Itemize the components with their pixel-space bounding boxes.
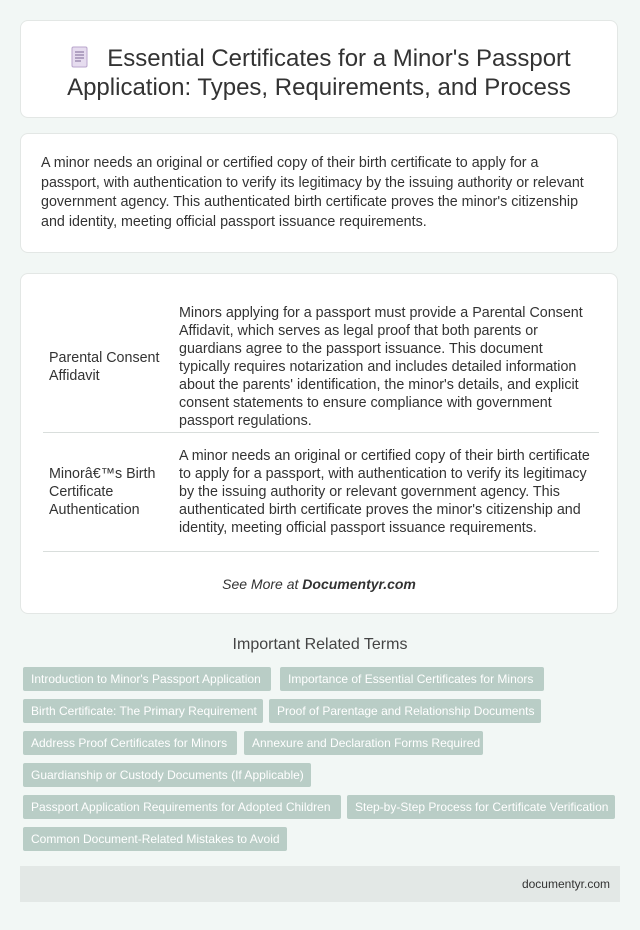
related-tag[interactable]: Proof of Parentage and Relationship Documents — [269, 699, 541, 723]
related-tag[interactable]: Guardianship or Custody Documents (If Applicable) — [23, 763, 311, 787]
term-cell: Parental Consent Affidavit — [43, 301, 172, 433]
related-tag[interactable]: Address Proof Certificates for Minors — [23, 731, 237, 755]
term-cell: Minorâ€™s Birth Certificate Authentication — [43, 433, 172, 552]
table-row — [43, 433, 599, 552]
related-tag[interactable]: Common Document-Related Mistakes to Avoid — [23, 827, 287, 851]
page-title-text: Essential Certificates for a Minor's Passport Application: Types, Requirements, and Process — [67, 45, 571, 101]
see-more-site[interactable]: Documentyr.com — [302, 576, 416, 592]
document-icon — [67, 45, 93, 69]
title-card — [20, 20, 618, 118]
table-row — [43, 301, 599, 433]
related-tag[interactable]: Importance of Essential Certificates for Minors — [280, 667, 544, 691]
description-cell: Minors applying for a passport must provide a Parental Consent Affidavit, which serves as legal proof that both parents or guardians agree to the passport issuance. This document typically requires notarization and includes detailed information about the parents' identification, the minor's details, and explicit consent statements to ensure compliance with government passport regulations. — [172, 301, 599, 433]
see-more-prefix: See More at — [222, 576, 303, 592]
footer — [20, 866, 620, 902]
intro-card — [20, 133, 618, 253]
description-cell: A minor needs an original or certified copy of their birth certificate to apply for a passport, with authentication to verify its legitimacy by the issuing authority or relevant government agency. This authenticated birth certificate proves the minor's citizenship and identity, meeting official passport issuance requirements. — [172, 433, 599, 552]
related-tag[interactable]: Step-by-Step Process for Certificate Verification — [347, 795, 615, 819]
related-tag[interactable]: Birth Certificate: The Primary Requirement — [23, 699, 263, 723]
footer-site-link[interactable]: documentyr.com — [521, 877, 610, 891]
related-tag[interactable]: Annexure and Declaration Forms Required — [244, 731, 483, 755]
see-more-link[interactable] — [21, 576, 617, 592]
page-title — [21, 21, 617, 102]
related-tag[interactable]: Passport Application Requirements for Adopted Children — [23, 795, 341, 819]
terms-table-card — [20, 273, 618, 614]
related-terms-title: Important Related Terms — [232, 636, 408, 653]
terms-table — [43, 301, 599, 552]
related-tag[interactable]: Introduction to Minor's Passport Application — [23, 667, 271, 691]
intro-text: A minor needs an original or certified copy of their birth certificate to apply for a passport, with authentication to verify its legitimacy by the issuing authority or relevant government agency. This authenticated birth certificate proves the minor's citizenship and identity, meeting official passport issuance requirements. — [41, 155, 584, 230]
